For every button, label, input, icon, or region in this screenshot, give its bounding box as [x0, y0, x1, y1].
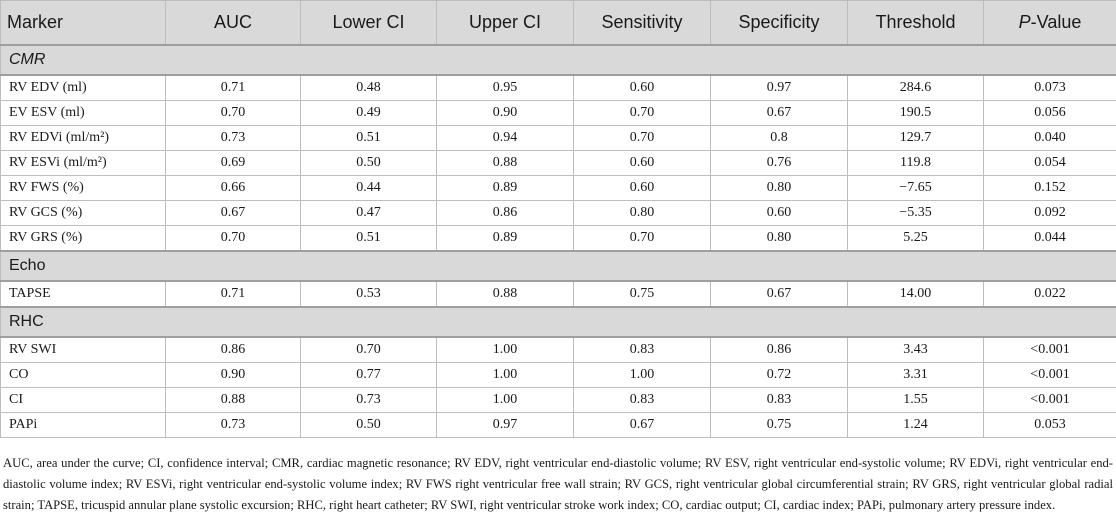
value-cell: 0.83	[574, 388, 711, 413]
value-cell: 0.022	[984, 281, 1116, 307]
value-cell: 0.83	[574, 337, 711, 363]
section-label: RHC	[1, 307, 1116, 337]
value-cell: <0.001	[984, 337, 1116, 363]
value-cell: 0.70	[574, 226, 711, 252]
value-cell: 0.89	[437, 176, 574, 201]
value-cell: 1.24	[848, 413, 984, 438]
value-cell: 0.67	[711, 281, 848, 307]
section-label: Echo	[1, 251, 1116, 281]
value-cell: 0.77	[301, 363, 437, 388]
value-cell: 0.97	[437, 413, 574, 438]
value-cell: 0.66	[166, 176, 301, 201]
value-cell: 1.00	[574, 363, 711, 388]
value-cell: 0.73	[166, 126, 301, 151]
col-header-p-value	[984, 1, 1116, 46]
value-cell: 0.053	[984, 413, 1116, 438]
value-cell: 0.53	[301, 281, 437, 307]
marker-cell: RV GRS (%)	[1, 226, 166, 252]
value-cell: −5.35	[848, 201, 984, 226]
marker-cell: RV GCS (%)	[1, 201, 166, 226]
value-cell: 0.51	[301, 226, 437, 252]
value-cell: 0.073	[984, 75, 1116, 101]
value-cell: 0.48	[301, 75, 437, 101]
value-cell: 0.69	[166, 151, 301, 176]
value-cell: 1.00	[437, 388, 574, 413]
value-cell: 0.51	[301, 126, 437, 151]
value-cell: 0.70	[574, 126, 711, 151]
value-cell: 0.056	[984, 101, 1116, 126]
marker-cell: RV EDV (ml)	[1, 75, 166, 101]
value-cell: 0.60	[574, 176, 711, 201]
value-cell: 0.092	[984, 201, 1116, 226]
section-row	[1, 45, 1116, 75]
value-cell: 0.90	[437, 101, 574, 126]
table-row	[1, 101, 1116, 126]
value-cell: 0.70	[166, 226, 301, 252]
table-row	[1, 226, 1116, 252]
value-cell: 0.86	[166, 337, 301, 363]
table-footnote: AUC, area under the curve; CI, confidence interval; CMR, cardiac magnetic resonance; RV EDV, right ventricular end-diastolic volume; RV ESV, right ventricular end-systolic volume; RV EDVi, right ventricular end-diastolic volume index; RV ESVi, right ventricular end-systolic volume index; RV FWS right ventricular free wall strain; RV GCS, right ventricular global circumferential strain; RV GRS, right ventricular global radial strain; TAPSE, tricuspid annular plane systolic excursion; RHC, right heart catheter; RV SWI, right ventricular stroke work index; CO, cardiac output; CI, cardiac index; PAPi, pulmonary artery pressure index.	[3, 456, 1113, 512]
value-cell: 0.60	[574, 151, 711, 176]
header-row	[1, 1, 1116, 46]
col-header-upper-ci: Upper CI	[437, 1, 574, 46]
section-row	[1, 307, 1116, 337]
value-cell: 0.44	[301, 176, 437, 201]
table-row	[1, 363, 1116, 388]
value-cell: 0.73	[301, 388, 437, 413]
value-cell: 1.00	[437, 363, 574, 388]
col-header-auc: AUC	[166, 1, 301, 46]
value-cell: 14.00	[848, 281, 984, 307]
value-cell: 0.80	[574, 201, 711, 226]
value-cell: 0.67	[166, 201, 301, 226]
value-cell: 0.75	[711, 413, 848, 438]
value-cell: 0.75	[574, 281, 711, 307]
value-cell: 0.72	[711, 363, 848, 388]
value-cell: 0.152	[984, 176, 1116, 201]
value-cell: <0.001	[984, 388, 1116, 413]
col-header-lower-ci: Lower CI	[301, 1, 437, 46]
table-row	[1, 176, 1116, 201]
marker-cell: RV FWS (%)	[1, 176, 166, 201]
value-cell: 0.70	[574, 101, 711, 126]
marker-cell: CO	[1, 363, 166, 388]
value-cell: 129.7	[848, 126, 984, 151]
value-cell: 0.71	[166, 75, 301, 101]
value-cell: −7.65	[848, 176, 984, 201]
value-cell: 284.6	[848, 75, 984, 101]
p-value-suffix: -Value	[1030, 12, 1082, 32]
value-cell: 0.89	[437, 226, 574, 252]
table-row	[1, 201, 1116, 226]
value-cell: 0.83	[711, 388, 848, 413]
value-cell: 0.054	[984, 151, 1116, 176]
value-cell: 3.31	[848, 363, 984, 388]
marker-cell: RV EDVi (ml/m²)	[1, 126, 166, 151]
table-row	[1, 413, 1116, 438]
value-cell: 1.00	[437, 337, 574, 363]
section-row	[1, 251, 1116, 281]
col-header-marker: Marker	[1, 1, 166, 46]
value-cell: 190.5	[848, 101, 984, 126]
value-cell: 3.43	[848, 337, 984, 363]
marker-cell: PAPi	[1, 413, 166, 438]
value-cell: 0.88	[166, 388, 301, 413]
value-cell: 1.55	[848, 388, 984, 413]
value-cell: 0.50	[301, 151, 437, 176]
table-body	[1, 45, 1116, 438]
value-cell: 0.90	[166, 363, 301, 388]
marker-cell: RV SWI	[1, 337, 166, 363]
table-row	[1, 281, 1116, 307]
table-row	[1, 388, 1116, 413]
value-cell: 0.60	[574, 75, 711, 101]
value-cell: 0.67	[574, 413, 711, 438]
marker-cell: TAPSE	[1, 281, 166, 307]
value-cell: 0.8	[711, 126, 848, 151]
value-cell: 0.76	[711, 151, 848, 176]
table-row	[1, 151, 1116, 176]
marker-cell: CI	[1, 388, 166, 413]
col-header-sensitivity: Sensitivity	[574, 1, 711, 46]
value-cell: 0.67	[711, 101, 848, 126]
value-cell: 0.86	[711, 337, 848, 363]
value-cell: 0.040	[984, 126, 1116, 151]
value-cell: 0.49	[301, 101, 437, 126]
table-row	[1, 126, 1116, 151]
value-cell: 0.80	[711, 226, 848, 252]
marker-cell: EV ESV (ml)	[1, 101, 166, 126]
value-cell: 0.50	[301, 413, 437, 438]
value-cell: 0.60	[711, 201, 848, 226]
value-cell: 0.73	[166, 413, 301, 438]
p-italic: P	[1018, 12, 1031, 32]
value-cell: 0.86	[437, 201, 574, 226]
value-cell: 0.88	[437, 151, 574, 176]
value-cell: <0.001	[984, 363, 1116, 388]
value-cell: 0.94	[437, 126, 574, 151]
value-cell: 0.47	[301, 201, 437, 226]
table-row	[1, 75, 1116, 101]
value-cell: 0.95	[437, 75, 574, 101]
col-header-threshold: Threshold	[848, 1, 984, 46]
value-cell: 119.8	[848, 151, 984, 176]
marker-cell: RV ESVi (ml/m²)	[1, 151, 166, 176]
section-label: CMR	[1, 45, 1116, 75]
value-cell: 0.044	[984, 226, 1116, 252]
value-cell: 5.25	[848, 226, 984, 252]
col-header-specificity: Specificity	[711, 1, 848, 46]
value-cell: 0.97	[711, 75, 848, 101]
value-cell: 0.71	[166, 281, 301, 307]
table-row	[1, 337, 1116, 363]
value-cell: 0.80	[711, 176, 848, 201]
value-cell: 0.88	[437, 281, 574, 307]
value-cell: 0.70	[301, 337, 437, 363]
value-cell: 0.70	[166, 101, 301, 126]
